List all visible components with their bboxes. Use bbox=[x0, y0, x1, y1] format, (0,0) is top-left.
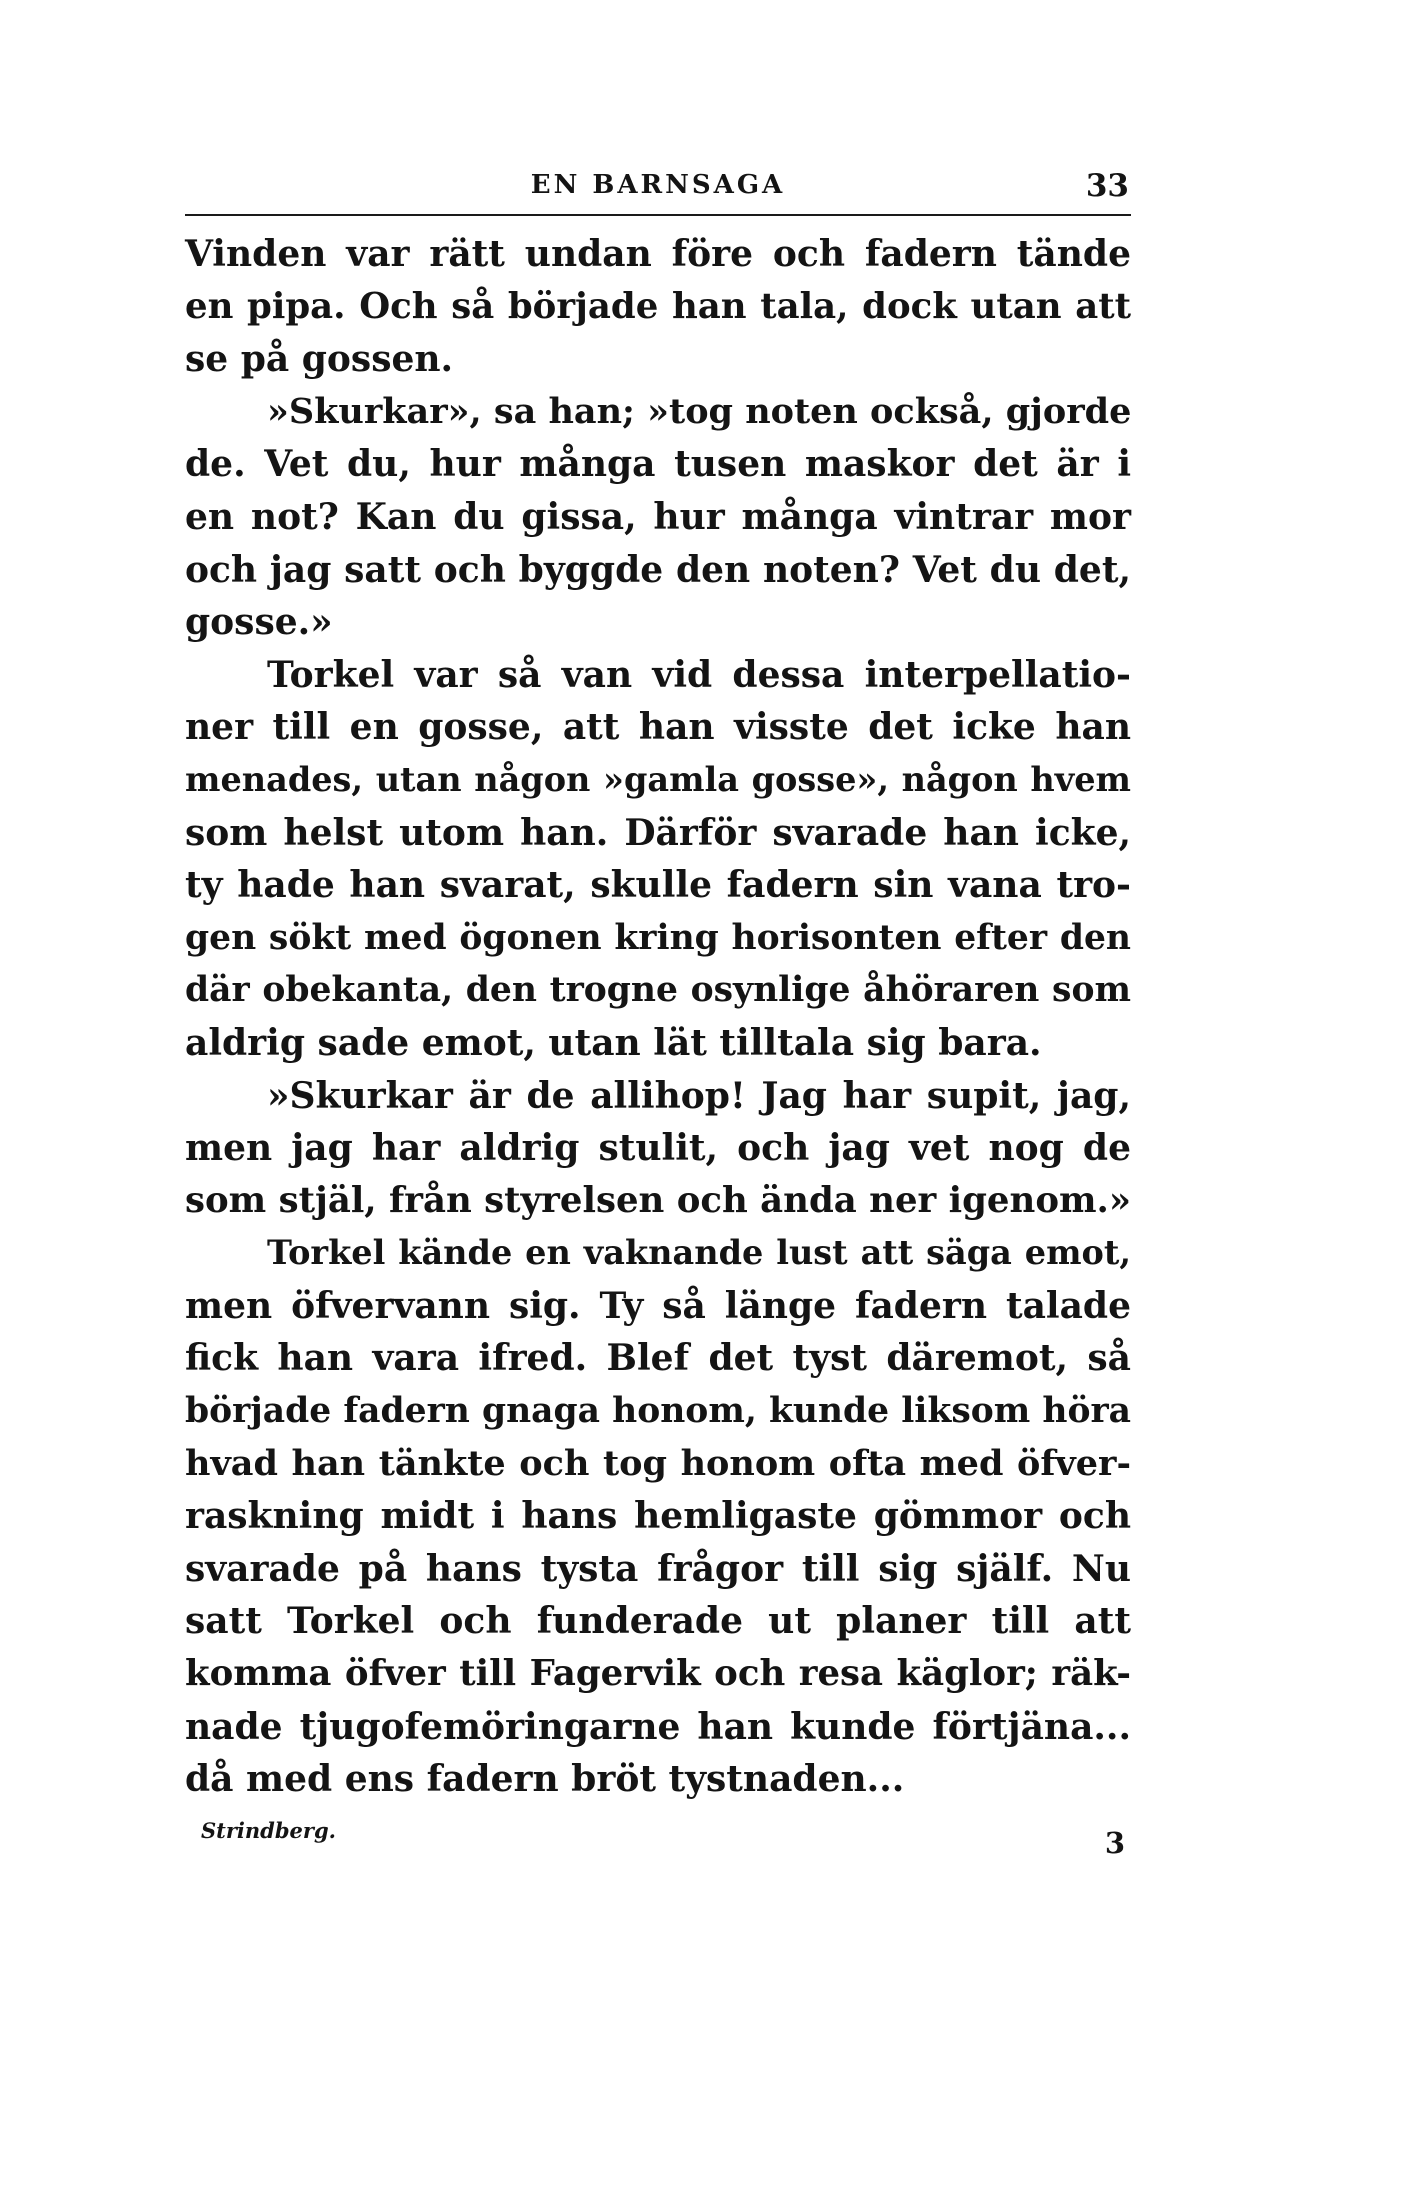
text-line: Vinden var rätt undan före och fadern tände bbox=[185, 233, 1131, 275]
text-line: då med ens fadern bröt tystnaden... bbox=[185, 1758, 905, 1801]
text-line: gosse.» bbox=[185, 601, 333, 644]
text-line: nade tjugofemöringarne han kunde förtjäna... bbox=[185, 1705, 1131, 1748]
text-line: började fadern gnaga honom, kunde liksom höra bbox=[185, 1391, 1131, 1432]
text-line: se på gossen. bbox=[185, 338, 454, 381]
text-line: men jag har aldrig stulit, och jag vet nog de bbox=[185, 1127, 1131, 1170]
signature-mark: 3 bbox=[1104, 1825, 1125, 1860]
text-line: en pipa. Och så började han tala, dock utan att bbox=[185, 285, 1131, 327]
printer-signature: Strindberg. bbox=[201, 1817, 336, 1843]
text-line: aldrig sade emot, utan lät tilltala sig bara. bbox=[185, 1021, 1042, 1064]
text-line: gen sökt med ögonen kring horisonten efter den bbox=[185, 917, 1131, 958]
page-footer bbox=[185, 1812, 1131, 1872]
running-title: EN BARNSAGA bbox=[530, 170, 786, 200]
text-line: som stjäl, från styrelsen och ända ner igenom.» bbox=[185, 1179, 1132, 1221]
text-line: komma öfver till Fagervik och resa käglor; räk- bbox=[185, 1653, 1131, 1695]
running-header bbox=[185, 168, 1131, 216]
text-line: men öfvervann sig. Ty så länge fadern talade bbox=[185, 1284, 1131, 1327]
text-line: raskning midt i hans hemligaste gömmor och bbox=[185, 1495, 1131, 1538]
page-number: 33 bbox=[1085, 168, 1129, 204]
text-line: där obekanta, den trogne osynlige åhöraren som bbox=[185, 970, 1131, 1011]
book-page bbox=[185, 168, 1131, 1872]
text-line: »Skurkar är de allihop! Jag har supit, jag, bbox=[267, 1074, 1131, 1117]
text-line: fick han vara ifred. Blef det tyst däremot, så bbox=[185, 1337, 1131, 1380]
text-line: satt Torkel och funderade ut planer till att bbox=[185, 1600, 1131, 1643]
body-text bbox=[185, 228, 1131, 1806]
text-line: som helst utom han. Därför svarade han icke, bbox=[185, 811, 1131, 854]
text-line: ner till en gosse, att han visste det icke han bbox=[185, 706, 1131, 749]
text-line: och jag satt och byggde den noten? Vet du det, bbox=[185, 548, 1131, 591]
text-line: Torkel kände en vaknande lust att säga emot, bbox=[267, 1233, 1131, 1273]
text-line: ty hade han svarat, skulle fadern sin vana tro- bbox=[185, 864, 1131, 907]
text-line: de. Vet du, hur många tusen maskor det är i bbox=[185, 443, 1131, 486]
text-line: Torkel var så van vid dessa interpellatio- bbox=[267, 653, 1131, 696]
text-line: svarade på hans tysta frågor till sig själf. Nu bbox=[185, 1547, 1131, 1590]
text-line: menades, utan någon »gamla gosse», någon hvem bbox=[185, 759, 1131, 799]
text-line: hvad han tänkte och tog honom ofta med öfver- bbox=[185, 1442, 1131, 1484]
text-line: en not? Kan du gissa, hur många vintrar mor bbox=[185, 495, 1131, 538]
text-line: »Skurkar», sa han; »tog noten också, gjorde bbox=[267, 390, 1132, 432]
